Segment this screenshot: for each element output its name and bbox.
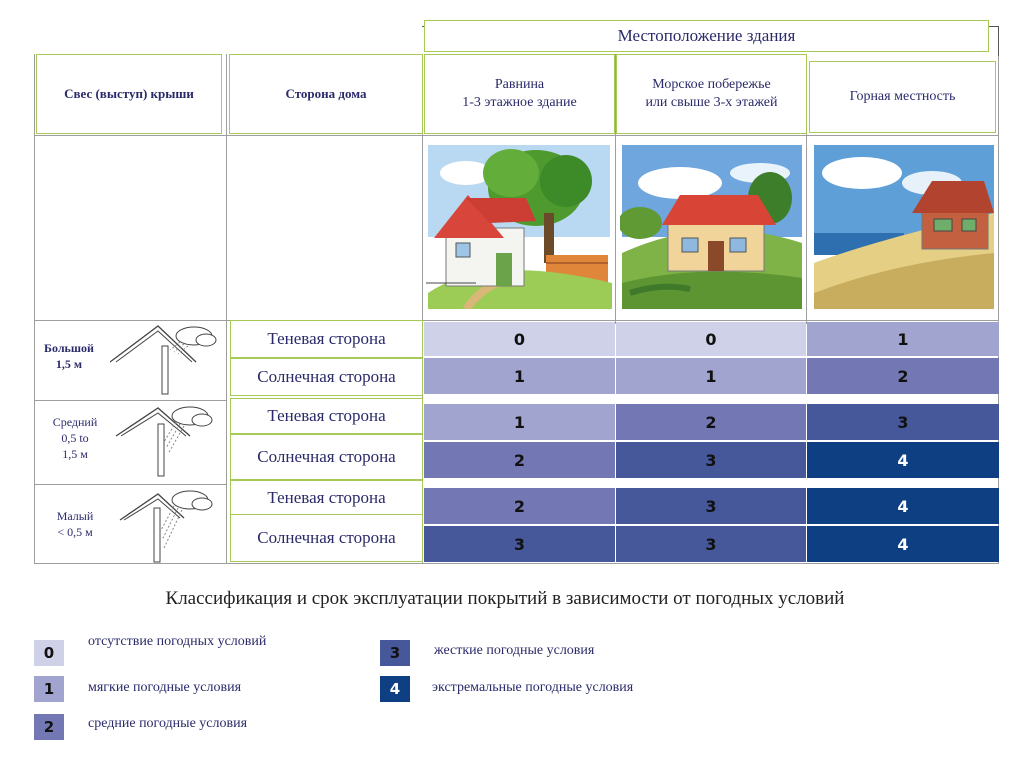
grid-line <box>226 54 227 564</box>
rating-cell: 1 <box>424 404 615 440</box>
grid-line <box>34 320 999 321</box>
mountain-house-illustration <box>812 143 996 309</box>
side-label-sun: Солнечная сторона <box>230 514 423 562</box>
rating-cell: 2 <box>616 404 806 440</box>
rating-cell: 1 <box>616 358 806 394</box>
grid-line <box>34 484 226 485</box>
overhang-label-small: Малый < 0,5 м <box>56 509 94 539</box>
rating-cell: 3 <box>616 442 806 478</box>
rating-cell: 2 <box>424 442 615 478</box>
rating-cell: 4 <box>807 442 999 478</box>
side-label-shade: Теневая сторона <box>230 320 423 358</box>
side-label-sun: Солнечная сторона <box>230 358 423 396</box>
legend-text: экстремальные погодные условия <box>432 680 634 695</box>
caption: Классификация и срок эксплуатации покрытий в зависимости от погодных условий <box>165 588 845 609</box>
legend-swatch: 0 <box>34 640 64 666</box>
coast-house-illustration <box>620 143 804 309</box>
side-label-shade: Теневая сторона <box>230 480 423 516</box>
legend-swatch: 4 <box>380 676 410 702</box>
rating-cell: 2 <box>424 488 615 524</box>
legend-text: отсутствие погодных условий <box>88 634 267 649</box>
roof-large-overhang-icon <box>110 322 220 398</box>
rating-cell: 1 <box>807 322 999 356</box>
legend-text: жесткие погодные условия <box>434 643 595 658</box>
rating-cell: 2 <box>807 358 999 394</box>
overhang-header: Свес (выступ) крыши <box>36 54 222 134</box>
rating-cell: 3 <box>424 526 615 562</box>
column-header-mountain: Горная местность <box>809 61 996 133</box>
legend-text: мягкие погодные условия <box>88 680 242 695</box>
legend-swatch: 1 <box>34 676 64 702</box>
rating-cell: 3 <box>616 526 806 562</box>
side-label-shade: Теневая сторона <box>230 398 423 434</box>
rating-cell: 3 <box>616 488 806 524</box>
location-title <box>424 20 989 52</box>
roof-small-overhang-icon <box>110 488 220 564</box>
rating-cell: 4 <box>807 488 999 524</box>
location-title-text: Местоположение здания <box>617 26 796 45</box>
column-header-coast: Морское побережье или свыше 3-х этажей <box>616 54 807 134</box>
overhang-label-large: Большой 1,5 м <box>44 341 94 371</box>
column-header-plain: Равнина 1-3 этажное здание <box>424 54 615 134</box>
rating-cell: 0 <box>616 322 806 356</box>
legend-swatch: 2 <box>34 714 64 740</box>
rating-cell: 4 <box>807 526 999 562</box>
legend-text: средние погодные условия <box>88 716 248 731</box>
rating-cell: 1 <box>424 358 615 394</box>
side-label-sun: Солнечная сторона <box>230 434 423 480</box>
overhang-label-medium: Средний 0,5 to 1,5 м <box>52 415 98 461</box>
legend-swatch: 3 <box>380 640 410 666</box>
grid-line <box>34 400 226 401</box>
grid-line <box>34 135 999 136</box>
rating-cell: 0 <box>424 322 615 356</box>
side-header: Сторона дома <box>229 54 423 134</box>
rating-cell: 3 <box>807 404 999 440</box>
roof-medium-overhang-icon <box>110 404 220 480</box>
plain-house-illustration <box>426 143 612 309</box>
